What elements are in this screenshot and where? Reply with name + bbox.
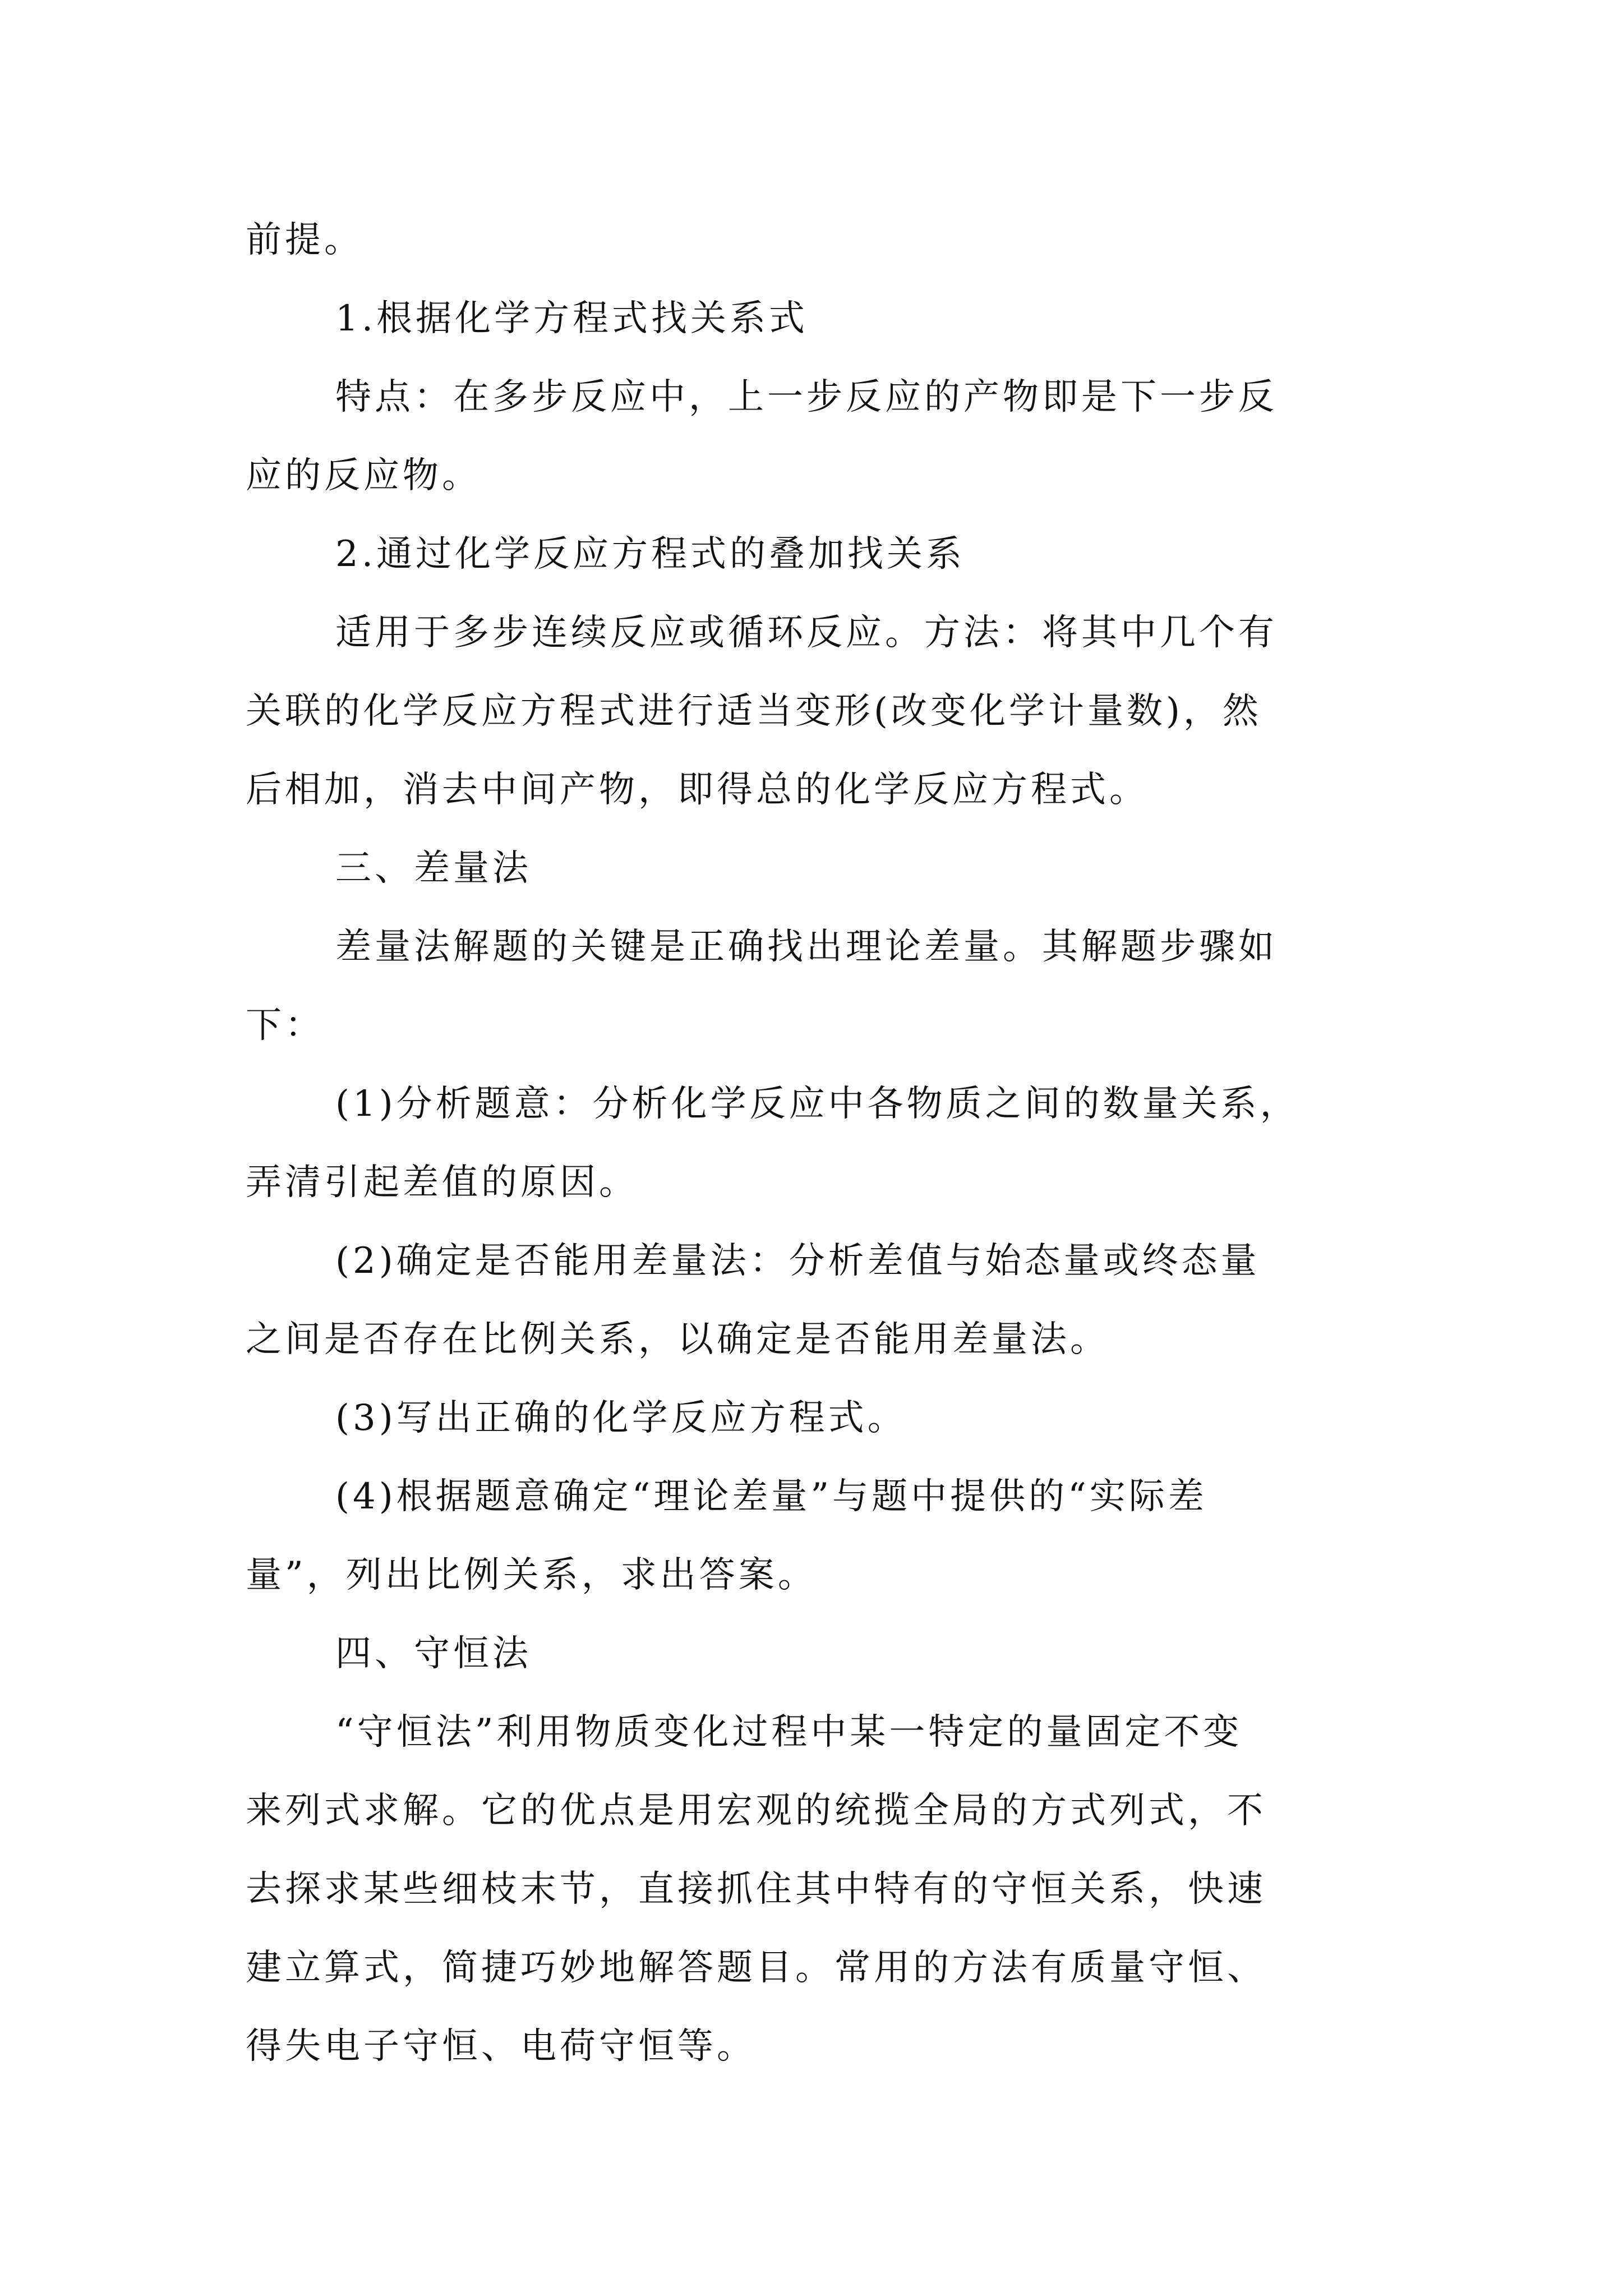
text-line: 得失电子守恒、电荷守恒等。: [246, 2026, 756, 2067]
text-line: 之间是否存在比例关系，以确定是否能用差量法。: [246, 1319, 1109, 1360]
text-line: 前提。: [246, 219, 363, 261]
text-line: 去探求某些细枝末节，直接抓住其中特有的守恒关系，快速: [246, 1869, 1266, 1910]
text-line: 下：: [246, 1005, 324, 1046]
document-page: [246, 0, 1401, 2296]
text-line: (3)写出正确的化学反应方程式。: [335, 1397, 907, 1439]
text-line: 建立算式，简捷巧妙地解答题目。常用的方法有质量守恒、: [246, 1947, 1266, 1989]
text-line: (1)分析题意：分析化学反应中各物质之间的数量关系，: [335, 1083, 1299, 1125]
text-line: (4)根据题意确定“理论差量”与题中提供的“实际差: [335, 1476, 1207, 1517]
text-line: 弄清引起差值的原因。: [246, 1162, 638, 1203]
heading-2: 2.通过化学反应方程式的叠加找关系: [335, 533, 966, 575]
heading-1: 1.根据化学方程式找关系式: [335, 298, 809, 339]
section-heading-3: 三、差量法: [335, 848, 532, 889]
text-line: 应的反应物。: [246, 455, 481, 496]
text-line: 后相加，消去中间产物，即得总的化学反应方程式。: [246, 769, 1149, 811]
section-heading-4: 四、守恒法: [335, 1633, 532, 1674]
text-line: “守恒法”利用物质变化过程中某一特定的量固定不变: [335, 1711, 1243, 1753]
text-line: (2)确定是否能用差量法：分析差值与始态量或终态量: [335, 1240, 1260, 1282]
text-line: 量”，列出比例关系，求出答案。: [246, 1554, 817, 1596]
text-line: 来列式求解。它的优点是用宏观的统揽全局的方式列式，不: [246, 1790, 1266, 1832]
text-line: 关联的化学反应方程式进行适当变形(改变化学计量数)，然: [246, 691, 1262, 732]
text-line: 适用于多步连续反应或循环反应。方法：将其中几个有: [335, 612, 1278, 654]
text-line: 差量法解题的关键是正确找出理论差量。其解题步骤如: [335, 926, 1278, 968]
text-line: 特点：在多步反应中，上一步反应的产物即是下一步反: [335, 376, 1278, 418]
